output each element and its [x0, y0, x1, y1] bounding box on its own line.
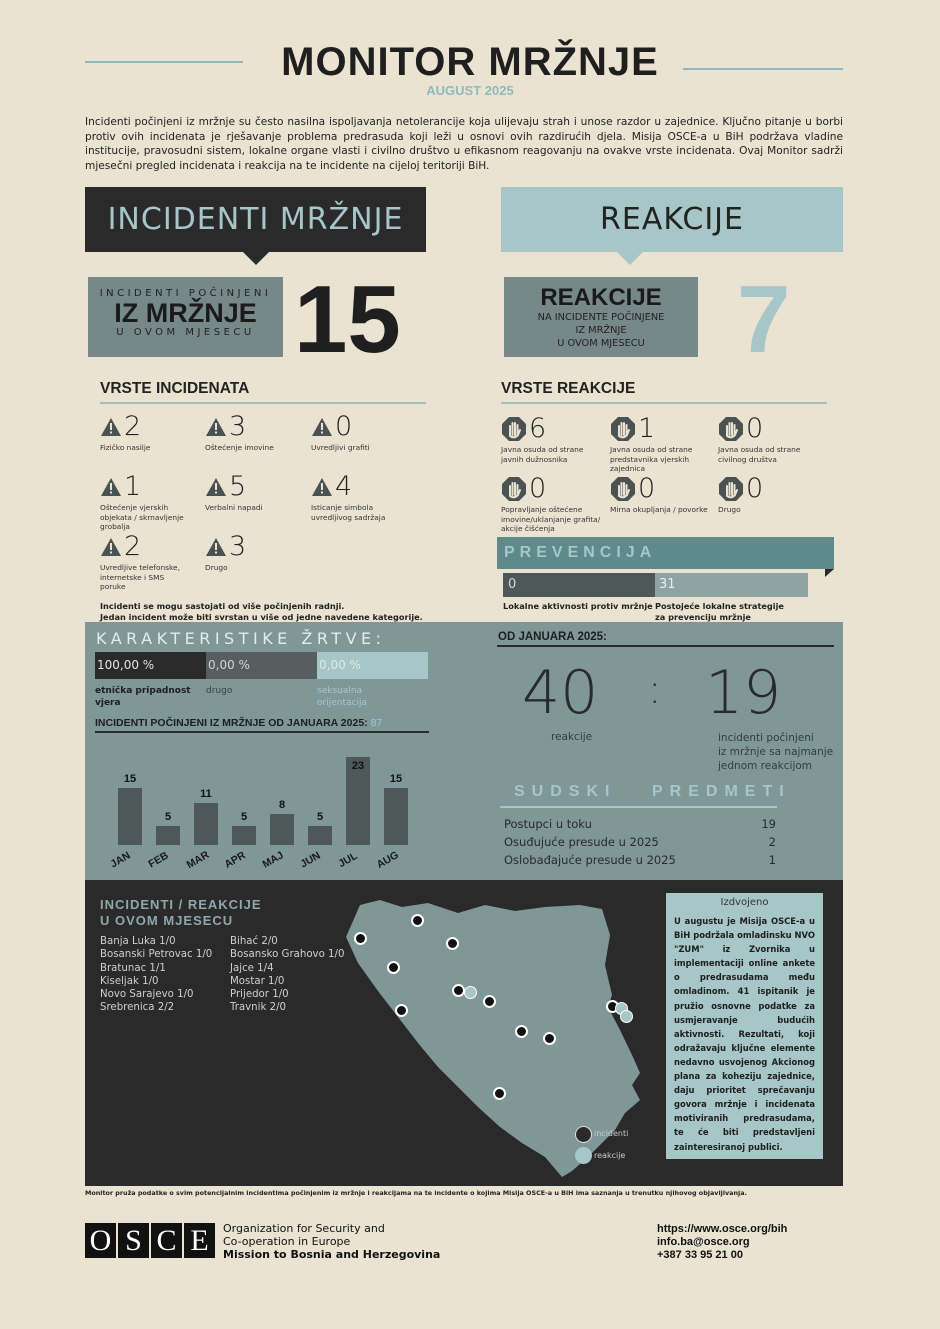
incident-marker: [452, 984, 465, 997]
incident-type-value: 3: [229, 411, 247, 442]
chart-month-label: MAR: [184, 848, 212, 872]
chart-bar: [232, 826, 256, 845]
incident-type-label: Oštećenje imovine: [205, 443, 274, 452]
prevention-local-label: Lokalne aktivnosti protiv mržnje: [503, 601, 653, 611]
warning-triangle-icon: [311, 417, 333, 437]
legend-incidents-label: incidenti: [594, 1129, 629, 1138]
court-row: [504, 817, 776, 831]
reaction-type-item: [501, 475, 601, 534]
contact-info: [657, 1223, 787, 1262]
chart-title-row: [95, 717, 382, 729]
incident-type-label: Uvredljive telefonske, internetske i SMS poruke: [100, 563, 180, 592]
incident-type-value: 5: [229, 471, 247, 502]
chart-bar: [270, 814, 294, 845]
page-title: MONITOR MRŽNJE: [281, 40, 659, 84]
since-jan-incidents-label-3: jednom reakcijom: [718, 760, 813, 772]
legend-reactions-symbol: [575, 1147, 592, 1164]
since-jan-reactions-label: reakcije: [551, 731, 593, 743]
victim-label-sexual: [317, 685, 367, 709]
incident-marker: [411, 914, 424, 927]
city-item: Mostar 1/0: [230, 975, 285, 987]
city-item: Kiseljak 1/0: [100, 975, 159, 987]
stop-hand-icon: [718, 416, 744, 442]
city-item: Jajce 1/4: [230, 962, 274, 974]
chart-bar: [308, 826, 332, 845]
incident-type-item: [205, 533, 305, 573]
reaction-type-label: Popravljanje oštećene imovine/uklanjanje grafita/ akcije čišćenja: [501, 505, 601, 534]
incident-type-value: 2: [124, 531, 142, 562]
org-name: [223, 1222, 440, 1261]
court-row-label: Osuđujuće presude u 2025: [504, 835, 659, 849]
incident-type-value: 1: [124, 471, 142, 502]
reaction-type-item: [718, 475, 818, 515]
page-subtitle: AUGUST 2025: [426, 83, 514, 98]
chart-month-label: JUN: [298, 849, 323, 871]
osce-logo[interactable]: [85, 1223, 215, 1258]
contact-phone: +387 33 95 21 00: [657, 1249, 743, 1261]
reaction-type-value: 0: [529, 473, 547, 504]
since-jan-title: OD JANUARA 2025:: [498, 631, 607, 643]
incident-types-title: VRSTE INCIDENATA: [100, 380, 250, 397]
contact-email[interactable]: info.ba@osce.org: [657, 1236, 750, 1248]
reaction-type-item: [501, 415, 601, 464]
stop-hand-icon: [610, 416, 636, 442]
court-row-value: 19: [761, 817, 776, 831]
victim-bar-other: 0,00 %: [206, 652, 317, 679]
city-item: Srebrenica 2/2: [100, 1002, 175, 1014]
incidents-count-box: [88, 277, 283, 357]
incidents-total: 15: [294, 266, 401, 373]
since-jan-incidents-label-2: iz mržnje sa najmanje: [718, 746, 834, 758]
city-item: Banja Luka 1/0: [100, 936, 176, 947]
legend-reactions-label: reakcije: [594, 1151, 626, 1160]
victim-label-ethnic-1: etnička pripadnost: [95, 686, 191, 696]
reaction-type-label: Drugo: [718, 505, 741, 514]
since-jan-incidents-value: 19: [705, 658, 782, 728]
incident-marker: [354, 932, 367, 945]
incident-type-item: [311, 413, 411, 453]
incident-marker: [446, 937, 459, 950]
since-jan-incidents-label: [718, 731, 833, 773]
contact-url[interactable]: https://www.osce.org/bih: [657, 1223, 788, 1235]
reaction-type-value: 0: [638, 473, 656, 504]
incident-type-label: Oštećenje vjerskih objekata / skrnavljenje grobalja: [100, 503, 184, 532]
court-row-label: Oslobađajuće presude u 2025: [504, 853, 676, 867]
chart-bar-value: 11: [200, 787, 212, 800]
incident-marker: [493, 1087, 506, 1100]
court-title-2: PREDMETI: [652, 783, 791, 800]
warning-triangle-icon: [100, 537, 122, 557]
chart-title: INCIDENTI POČINJENI IZ MRŽNJE OD JANUARA 2025:: [95, 717, 368, 729]
chart-bar-value: 15: [389, 772, 403, 785]
incident-marker: [543, 1032, 556, 1045]
warning-triangle-icon: [205, 477, 227, 497]
stop-hand-icon: [718, 476, 744, 502]
victim-label-sexual-2: orijentacija: [317, 698, 367, 708]
court-row: [504, 853, 776, 867]
chart-bar-value: 5: [316, 810, 324, 823]
reaction-marker: [464, 986, 477, 999]
chart-bar-value: 5: [240, 810, 248, 823]
warning-triangle-icon: [311, 477, 333, 497]
chart-bar-value: 5: [164, 810, 172, 823]
city-item: Bosansko Grahovo 1/0: [230, 949, 345, 961]
victim-label-sexual-1: seksualna: [317, 686, 363, 696]
incidents-box-line1: INCIDENTI POČINJENI: [99, 288, 272, 299]
court-rule: [500, 806, 777, 808]
chart-month-label: APR: [222, 849, 248, 871]
reaction-types-title: VRSTE REAKCIJE: [501, 380, 636, 397]
since-jan-separator: :: [648, 667, 662, 713]
osce-logo-letter: O: [85, 1223, 116, 1258]
highlight-box: [666, 893, 823, 1159]
chart-bar: [384, 788, 408, 845]
incident-type-label: Uvredljivi grafiti: [311, 443, 370, 452]
incident-marker: [515, 1025, 528, 1038]
highlight-text: U augustu je Misija OSCE-a u BiH podržala omladinsku NVO "ZUM" iz Zvornika u implementaciji online ankete o predrasudama među omladinom. 41 ispitanik je pružio osnovne podatke za usmjeravanje budućih aktivnosti. Rezultati, koji odražavaju ključne elemente nedavno usvojenog Akcionog plana za koheziju zajednice, daju prioritet sprečavanju govora mržnje i incidenata motiviranih predrasudama, te će biti predstavljeni zainteresiranoj publici.: [674, 916, 815, 1152]
reaction-type-item: [718, 415, 818, 464]
reactions-count-box: [504, 277, 698, 357]
reaction-type-value: 6: [529, 413, 547, 444]
org-name-3: Mission to Bosnia and Herzegovina: [223, 1248, 441, 1261]
osce-logo-letter: S: [118, 1223, 149, 1258]
since-jan-incidents-label-1: incidenti počinjeni: [718, 732, 814, 744]
incident-type-item: [205, 473, 305, 513]
incident-types-rule: [100, 402, 426, 404]
reaction-type-value: 1: [638, 413, 656, 444]
prevention-strategy-label-2: za prevenciju mržnje: [655, 612, 751, 622]
incident-type-value: 3: [229, 531, 247, 562]
map-title-1: INCIDENTI / REAKCIJE: [100, 897, 262, 912]
highlight-title: Izdvojeno: [720, 897, 769, 908]
reactions-box-line3: IZ MRŽNJE: [575, 325, 627, 336]
prevention-fold: [825, 569, 834, 577]
map-title: [100, 897, 262, 929]
prevention-title: PREVENCIJA: [504, 544, 657, 561]
city-item: Prijedor 1/0: [230, 989, 289, 1001]
court-row-value: 1: [768, 853, 776, 867]
stop-hand-icon: [501, 476, 527, 502]
incident-marker: [387, 961, 400, 974]
city-item: Bihać 2/0: [230, 936, 278, 947]
incident-type-label: Drugo: [205, 563, 228, 572]
chart-title-rule: [95, 731, 429, 733]
intro-text: Incidenti počinjeni iz mržnje su često nasilna ispoljavanja netolerancije koja ulijevaju strah i unose razdor u zajednice. Ključno pitanje u borbi protiv ovih incidenata je rješavanje problema predrasuda koji leži u osnovi ovih razdirućih djela. Misija OSCE-a u BiH podržava vladine institucije, pravosudni sistem, lokalne organe vlasti i civilno društvo u efikasnom reagovanju na ovakve vrste incidenata. Ovaj Monitor sadrži mjesečni pregled incidenata i reakcija na te incidente na cijeloj teritoriji BiH.: [85, 116, 843, 172]
chart-total: 87: [370, 717, 383, 729]
reaction-type-label: Javna osuda od strane javnih dužnosnika: [501, 445, 584, 464]
reaction-type-item: [610, 415, 710, 474]
city-item: Novo Sarajevo 1/0: [100, 989, 194, 1001]
victim-label-ethnic: [95, 685, 191, 709]
incidents-note-1: Incidenti se mogu sastojati od više počinjenih radnji.: [100, 601, 345, 611]
map-title-2: U OVOM MJESECU: [100, 913, 234, 928]
incidents-box-line3: U OVOM MJESECU: [116, 327, 255, 338]
reaction-type-label: Javna osuda od strane predstavnika vjerskih zajednica: [610, 445, 693, 474]
victims-title: KARAKTERISTIKE ŽRTVE:: [96, 629, 386, 648]
warning-triangle-icon: [205, 417, 227, 437]
city-list-left: [100, 935, 212, 1015]
incident-type-value: 4: [335, 471, 353, 502]
chart-month-label: MAJ: [260, 849, 286, 871]
incident-type-item: [205, 413, 305, 453]
prevention-local-bar: 0: [503, 573, 655, 597]
warning-triangle-icon: [205, 537, 227, 557]
court-title-1: SUDSKI: [514, 783, 617, 800]
chart-month-label: JAN: [108, 849, 133, 871]
reactions-total: 7: [737, 266, 791, 373]
city-list-right: [230, 935, 344, 1015]
incident-type-value: 2: [124, 411, 142, 442]
warning-triangle-icon: [100, 417, 122, 437]
since-jan-rule: [497, 645, 834, 647]
victim-label-ethnic-2: vjera: [95, 698, 121, 708]
reaction-type-value: 0: [746, 473, 764, 504]
incidents-banner-notch: [243, 252, 269, 265]
prevention-banner: [497, 537, 834, 569]
reaction-type-label: Mirna okupljanja / povorke: [610, 505, 708, 514]
incident-type-item: [100, 413, 200, 453]
incident-type-label: Verbalni napadi: [205, 503, 263, 512]
incident-marker: [395, 1004, 408, 1017]
chart-bar: [156, 826, 180, 845]
legend-incidents-symbol: [575, 1126, 592, 1143]
city-item: Bratunac 1/1: [100, 962, 166, 974]
incident-type-value: 0: [335, 411, 353, 442]
court-row-value: 2: [768, 835, 776, 849]
incident-type-item: [311, 473, 411, 522]
footnote: Monitor pruža podatke o svim potencijalnim incidentima počinjenim iz mržnje i reakcijama na te incidente o kojima Misija OSCE-a u BiH ima saznanja u trenutku njihovog objavljivanja.: [85, 1189, 747, 1197]
chart-bar: [118, 788, 142, 845]
since-jan-reactions-value: 40: [522, 658, 599, 728]
chart-month-label: JUL: [336, 849, 360, 871]
chart-bar-value: 8: [278, 799, 286, 812]
reaction-marker: [620, 1010, 633, 1023]
victim-bar-sexual: 0,00 %: [317, 652, 428, 679]
warning-triangle-icon: [100, 477, 122, 497]
reaction-type-item: [610, 475, 710, 515]
chart-month-label: AUG: [374, 848, 401, 872]
prevention-strategy-label-1: Postojeće lokalne strategije: [655, 601, 784, 611]
court-row: [504, 835, 776, 849]
reaction-types-rule: [501, 402, 827, 404]
chart-bar-value: 23: [351, 760, 365, 772]
org-name-2: Co-operation in Europe: [223, 1235, 351, 1248]
osce-logo-letter: E: [184, 1223, 215, 1258]
victim-label-other: drugo: [206, 686, 233, 696]
reaction-type-label: Javna osuda od strane civilnog društva: [718, 445, 801, 464]
reaction-type-value: 0: [746, 413, 764, 444]
victim-bar-ethnic: 100,00 %: [95, 652, 206, 679]
chart-month-label: FEB: [146, 849, 171, 871]
reactions-box-line4: U OVOM MJESECU: [557, 338, 645, 349]
incidents-note-2: Jedan incident može biti svrstan u više od jedne navedene kategorije.: [100, 612, 423, 622]
reactions-banner: REAKCIJE: [501, 187, 843, 252]
city-item: Travnik 2/0: [230, 1002, 287, 1014]
incident-type-label: Isticanje simbola uvredljivog sadržaja: [311, 503, 386, 522]
reactions-box-line2: NA INCIDENTE POČINJENE: [537, 312, 665, 323]
reactions-banner-notch: [617, 252, 643, 265]
incidents-banner: INCIDENTI MRŽNJE: [85, 187, 426, 252]
court-row-label: Postupci u toku: [504, 817, 592, 831]
stop-hand-icon: [610, 476, 636, 502]
city-item: Bosanski Petrovac 1/0: [100, 949, 213, 961]
reactions-box-line1: REAKCIJE: [540, 284, 662, 311]
chart-bar: [194, 803, 218, 845]
incident-marker: [483, 995, 496, 1008]
chart-bar-value: 15: [123, 772, 137, 785]
incident-type-item: [100, 533, 200, 592]
incidents-box-line2: IZ MRŽNJE: [114, 298, 257, 328]
org-name-1: Organization for Security and: [223, 1222, 385, 1235]
stop-hand-icon: [501, 416, 527, 442]
incident-type-label: Fizičko nasilje: [100, 443, 151, 452]
incident-type-item: [100, 473, 200, 532]
prevention-strategy-bar: 31: [655, 573, 808, 597]
osce-logo-letter: C: [151, 1223, 182, 1258]
